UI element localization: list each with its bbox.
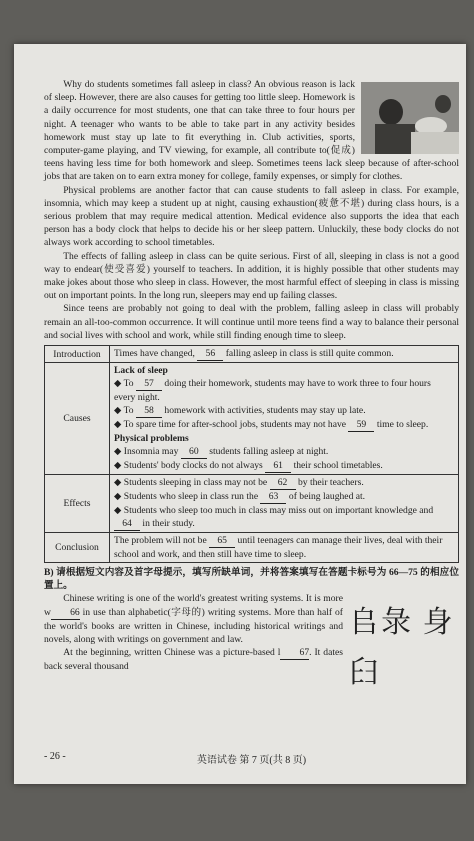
blank-57[interactable]: 57 bbox=[136, 377, 162, 391]
cause-item-58: ◆ To 58 homework with activities, students may stay up late. bbox=[114, 405, 366, 417]
c1-text-b: doing their homework, students may have to work three to four hours every night. bbox=[114, 378, 431, 404]
effect-item-62: ◆ Students sleeping in class may not be 62 by their teachers. bbox=[114, 477, 364, 489]
blank-58[interactable]: 58 bbox=[136, 404, 162, 418]
blank-65[interactable]: 65 bbox=[209, 534, 235, 548]
conclusion-header: Conclusion bbox=[45, 533, 110, 563]
e2-text-b: of being laughed at. bbox=[288, 491, 366, 503]
conclusion-cell bbox=[110, 533, 459, 563]
blank-67[interactable]: 67 bbox=[280, 646, 309, 660]
k1-text-a: The problem will not be bbox=[114, 535, 207, 547]
e1-text-a: Students sleeping in class may not be bbox=[123, 477, 268, 489]
e2-text-a: Students who sleep in class run the bbox=[123, 491, 259, 503]
blank-63[interactable]: 63 bbox=[260, 490, 286, 504]
table-row-conclusion bbox=[45, 533, 459, 563]
introduction-cell bbox=[110, 346, 459, 363]
intro-text-a: Times have changed, bbox=[114, 348, 195, 360]
passage-paragraph-2: Physical problems are another factor that can cause students to fall asleep in class. For example, insomnia, which may keep a student up at night, causing exhaustion(疲惫不堪) during class hours, is a serious problem that may require medical attention. Medical evidence also supports the idea that each person has a body clock that helps to decide his or her sleep pattern. Unluckily, these body clocks do not always work according to school timetables. bbox=[44, 184, 459, 249]
c2-text-a: To bbox=[123, 405, 134, 417]
b-p1-text-a: Chinese writing is one of the world's greatest writing systems. It is more w bbox=[44, 593, 343, 618]
section-b-instruction: B) 请根据短文内容及首字母提示，填写所缺单词，并将答案填写在答题卡标号为 66—75 的相应位置上。 bbox=[44, 567, 459, 592]
table-row-causes bbox=[45, 363, 459, 475]
footer-page-number: - 26 - bbox=[44, 751, 66, 762]
cause-item-59: ◆ To spare time for after-school jobs, students may not have 59 time to sleep. bbox=[114, 419, 429, 431]
c2-text-b: homework with activities, students may stay up late. bbox=[164, 405, 366, 417]
effect-item-63: ◆ Students who sleep in class run the 63 of being laughed at. bbox=[114, 491, 366, 503]
effects-cell bbox=[110, 475, 459, 533]
e3-text-b: in their study. bbox=[142, 518, 195, 530]
c3-text-a: To spare time for after-school jobs, students may not have bbox=[123, 419, 347, 431]
cause-item-60: ◆ Insomnia may 60 students falling asleep at night. bbox=[114, 446, 329, 458]
footer-page-info: 英语试卷 第 7 页(共 8 页) bbox=[196, 755, 307, 766]
c3-text-b: time to sleep. bbox=[376, 419, 429, 431]
b-p2-text-b: . It dates back several thousand bbox=[44, 647, 343, 673]
cause-item-57: ◆ To 57 doing their homework, students may have to work three to four hours every night. bbox=[114, 378, 431, 404]
c4-text-b: students falling asleep at night. bbox=[209, 446, 329, 458]
b-p2-text-a: At the beginning, written Chinese was a picture-based l bbox=[63, 647, 281, 659]
passage-paragraph-4: Since teens are probably not going to deal with the problem, falling asleep in class will probably remain an all-too-common occurrence. It will continue until more teens find a way to balance their personal and social lives with school and work, while still finding enough time to sleep. bbox=[44, 303, 459, 341]
passage-paragraph-1: Why do students sometimes fall asleep in class? An obvious reason is lack of sleep. However, there are also causes for getting too little sleep. Homework is a daily occurrence for most students, one that can take three to four hours per night. A teenager who wants to be able to take part in any activity besides homework must stay up late to fit everything in. Club activities, sports, computer-game playing, and TV viewing, for example, all contribute to(促成) teens having less time for both homework and sleep. Sometimes teens lack sleep because of after-school jobs that are taken on to earn extra money for college, family expenses, or simply for clothes. bbox=[44, 79, 459, 183]
e1-text-b: by their teachers. bbox=[297, 477, 364, 489]
ancient-chinese-characters: 𠂤彔 ⾝𦥑 bbox=[349, 606, 455, 690]
exam-page bbox=[14, 44, 466, 784]
causes-cell bbox=[110, 363, 459, 475]
b-p1-text-b: in use than alphabetic(字母的) writing systems. More than half of the world's books are written in Chinese, including historical writings and novels, along with writings on government and law. bbox=[44, 606, 343, 646]
passage-paragraph-3: The effects of falling asleep in class can be quite serious. First of all, sleeping in class is not a good way to endear(使受喜爱) yourself to teachers. In addition, it is highly possible that other students may make jokes about those who sleep in class. However, the most harmful effect of sleeping in class is missing out on important points. In the long run, sleepers may end up failing classes. bbox=[44, 250, 459, 302]
causes-header: Causes bbox=[45, 363, 110, 475]
c1-text-a: To bbox=[123, 378, 134, 390]
intro-text-b: falling asleep in class is still quite common. bbox=[225, 348, 394, 360]
blank-59[interactable]: 59 bbox=[348, 418, 374, 432]
blank-62[interactable]: 62 bbox=[270, 476, 296, 490]
effects-header: Effects bbox=[45, 475, 110, 533]
introduction-header: Introduction bbox=[45, 346, 110, 363]
c5-text-b: their school timetables. bbox=[293, 460, 383, 472]
blank-60[interactable]: 60 bbox=[181, 445, 207, 459]
c5-text-a: Students' body clocks do not always bbox=[123, 460, 263, 472]
cause-item-61: ◆ Students' body clocks do not always 61 their school timetables. bbox=[114, 460, 383, 472]
section-b-paragraph-2 bbox=[44, 646, 459, 673]
table-row-introduction bbox=[45, 346, 459, 363]
k1-text-b: until teenagers can manage their lives, deal with their school and work, and then still have time to sleep. bbox=[114, 535, 443, 561]
classroom-photo bbox=[361, 82, 459, 154]
page-content bbox=[44, 78, 459, 690]
table-row-effects bbox=[45, 475, 459, 533]
lack-of-sleep-title: Lack of sleep bbox=[114, 365, 168, 377]
blank-56[interactable]: 56 bbox=[197, 347, 223, 361]
e3-text-a: Students who sleep too much in class may miss out on important knowledge and bbox=[123, 505, 434, 517]
blank-66[interactable]: 66 bbox=[51, 606, 80, 620]
summary-table bbox=[44, 345, 459, 563]
effect-item-64: ◆ Students who sleep too much in class may miss out on important knowledge and 64 in their study. bbox=[114, 505, 434, 530]
physical-problems-title: Physical problems bbox=[114, 433, 189, 445]
blank-64[interactable]: 64 bbox=[114, 517, 140, 531]
blank-61[interactable]: 61 bbox=[265, 459, 291, 473]
c4-text-a: Insomnia may bbox=[123, 446, 179, 458]
